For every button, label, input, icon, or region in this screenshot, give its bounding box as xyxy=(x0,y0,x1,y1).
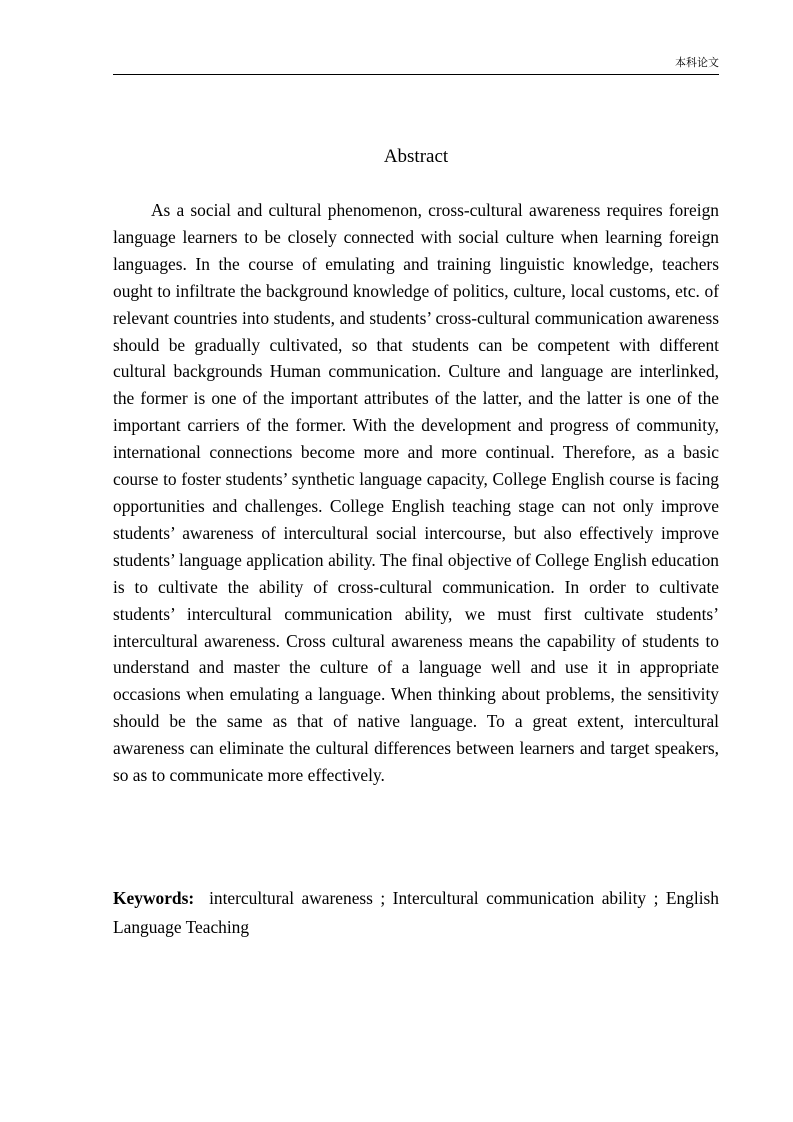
header-text: 本科论文 xyxy=(675,56,719,69)
abstract-body: As a social and cultural phenomenon, cross-cultural awareness requires foreign language learners to be closely connected with social culture when learning foreign languages. In the course of emulating and training linguistic knowledge, teachers ought to infiltrate the background knowledge of politics, culture, local customs, etc. of relevant countries into students, and students’ cross-cultural communication awareness should be gradually cultivated, so that students can be competent with different cultural backgrounds Human communication. Culture and language are interlinked, the former is one of the important attributes of the latter, and the latter is one of the important carriers of the former. With the development and progress of community, international connections become more and more continual. Therefore, as a basic course to foster students’ synthetic language capacity, College English course is facing opportunities and challenges. College English teaching stage can not only improve students’ awareness of intercultural social intercourse, but also effectively improve students’ language application ability. The final objective of College English education is to cultivate the ability of cross-cultural communication. In order to cultivate students’ intercultural communication ability, we must first cultivate students’ intercultural awareness. Cross cultural awareness means the capability of students to understand and master the culture of a language well and use it in appropriate occasions when emulating a language. When thinking about problems, the sensitivity should be the same as that of native language. To a great extent, intercultural awareness can eliminate the cultural differences between learners and target speakers, so as to communicate more effectively. xyxy=(113,200,719,786)
keywords-label: Keywords: xyxy=(113,888,195,908)
abstract-title: Abstract xyxy=(383,146,449,167)
keywords-paragraph xyxy=(113,884,719,942)
keywords-text: intercultural awareness ; Intercultural communication ability ; English Language Teaching xyxy=(113,888,719,937)
page-header xyxy=(113,56,719,75)
